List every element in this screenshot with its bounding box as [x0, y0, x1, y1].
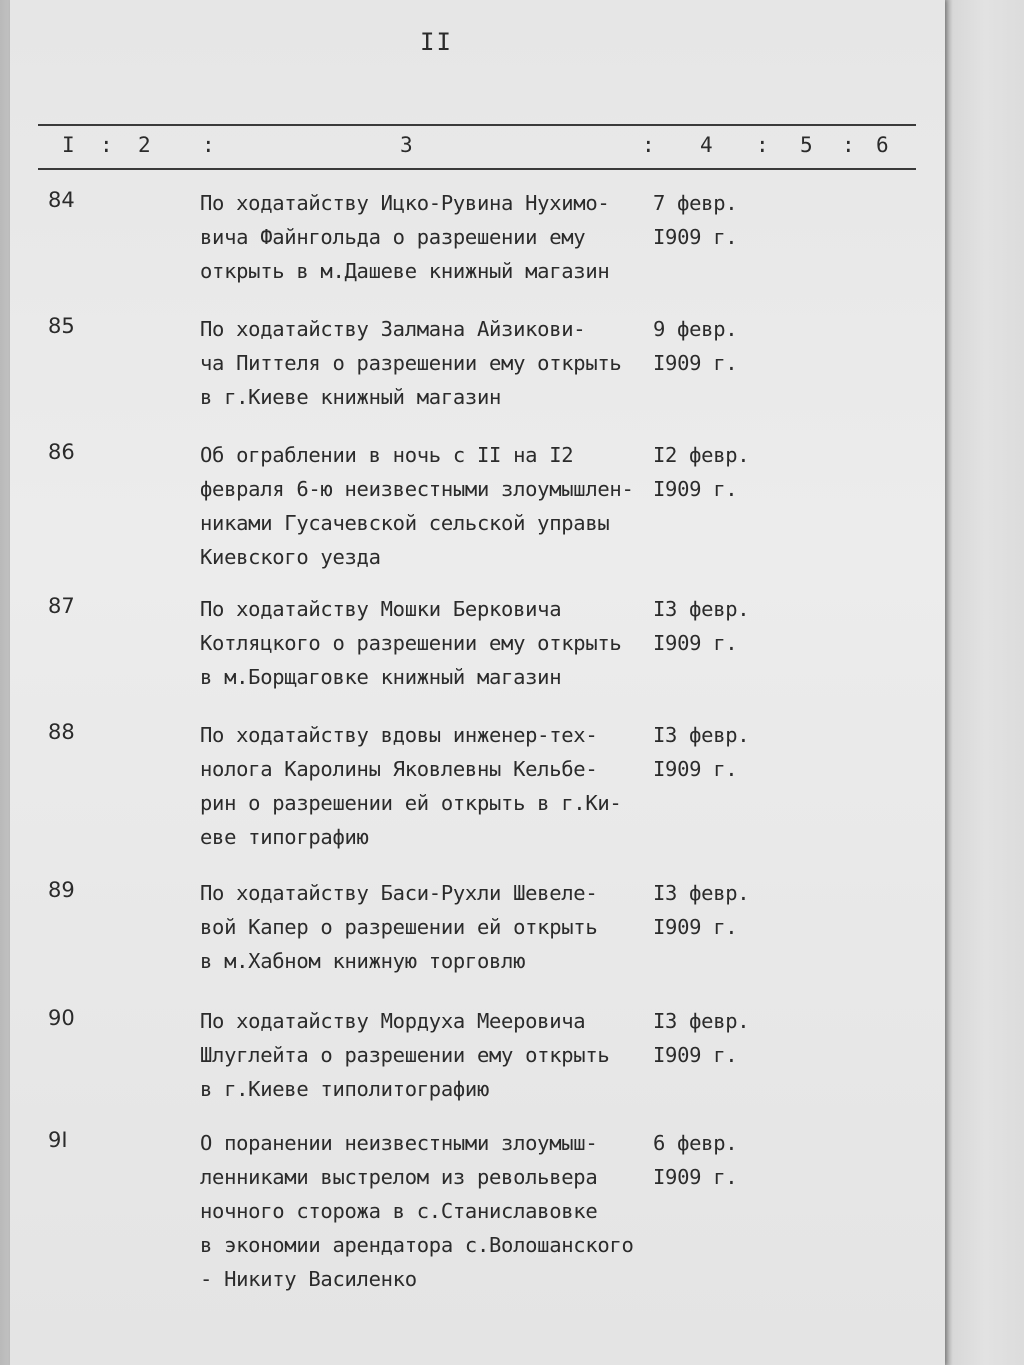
entry-number: 9I — [48, 1128, 68, 1152]
entry-number: 85 — [48, 314, 75, 338]
entry-description — [200, 876, 660, 978]
entry-number: 89 — [48, 878, 75, 902]
entry-description-line: Об ограблении в ночь с II на I2 — [200, 443, 574, 467]
entry-number: 87 — [48, 594, 75, 618]
entry-description-line: нолога Каролины Яковлевны Кельбе- — [200, 757, 598, 781]
entry-date-line: I3 февр. — [653, 723, 750, 747]
sheet-shadow — [945, 0, 1024, 1365]
entry-description-line: По ходатайству Мордуха Мееровича — [200, 1009, 586, 1033]
entry-description-line: вича Файнгольда о разрешении ему — [200, 225, 586, 249]
col-header-3: 3 — [400, 133, 413, 157]
entry-date — [653, 592, 763, 660]
entry-description-line: в экономии арендатора с.Волошанского — [200, 1233, 634, 1257]
entry-description-line: в м.Борщаговке книжный магазин — [200, 665, 562, 689]
entry-description — [200, 438, 660, 574]
entry-description-line: ча Питтеля о разрешении ему открыть — [200, 351, 622, 375]
entry-description-line: - Никиту Василенко — [200, 1267, 417, 1291]
entry-description-line: По ходатайству Залмана Айзикови- — [200, 317, 586, 341]
entry-date-line: 6 февр. — [653, 1131, 738, 1155]
col-sep-2: : — [202, 133, 215, 157]
entry-date-line: I3 февр. — [653, 881, 750, 905]
entry-description-line: Шлуглейта о разрешении ему открыть — [200, 1043, 610, 1067]
entry-description-line: Киевского уезда — [200, 545, 381, 569]
col-header-4: 4 — [700, 133, 713, 157]
col-sep-3: : — [642, 133, 655, 157]
col-header-6: 6 — [876, 133, 889, 157]
entry-description-line: в г.Киеве книжный магазин — [200, 385, 502, 409]
entry-description-line: Котляцкого о разрешении ему открыть — [200, 631, 622, 655]
entry-number: 88 — [48, 720, 75, 744]
entry-description — [200, 1004, 660, 1106]
entry-date-line: I909 г. — [653, 1043, 738, 1067]
entry-description-line: рин о разрешении ей открыть в г.Ки- — [200, 791, 622, 815]
entry-description-line: в г.Киеве типолитографию — [200, 1077, 490, 1101]
entry-date-line: I909 г. — [653, 477, 738, 501]
entry-description-line: февраля 6-ю неизвестными злоумышлен- — [200, 477, 634, 501]
entry-number: 84 — [48, 188, 75, 212]
entry-date — [653, 876, 763, 944]
col-header-2: 2 — [138, 133, 151, 157]
entry-description-line: По ходатайству Ицко-Рувина Нухимо- — [200, 191, 610, 215]
entry-date — [653, 718, 763, 786]
entry-description — [200, 1126, 660, 1296]
entry-description — [200, 718, 660, 854]
col-sep-1: : — [100, 133, 113, 157]
entry-description-line: открыть в м.Дашеве книжный магазин — [200, 259, 610, 283]
entry-date-line: 7 февр. — [653, 191, 738, 215]
entry-date — [653, 1004, 763, 1072]
entry-date-line: I3 февр. — [653, 597, 750, 621]
entry-date — [653, 186, 763, 254]
entry-date — [653, 1126, 763, 1194]
page-number: II — [420, 28, 453, 56]
entry-date-line: I909 г. — [653, 1165, 738, 1189]
col-header-5: 5 — [800, 133, 813, 157]
entry-date-line: I3 февр. — [653, 1009, 750, 1033]
entry-date-line: I909 г. — [653, 225, 738, 249]
entry-date — [653, 312, 763, 380]
entry-date — [653, 438, 763, 506]
entry-description-line: ленниками выстрелом из револьвера — [200, 1165, 598, 1189]
entry-description-line: ночного сторожа в с.Станиславовке — [200, 1199, 598, 1223]
entry-description — [200, 186, 660, 288]
header-rule-bottom — [38, 168, 916, 170]
entry-date-line: I909 г. — [653, 351, 738, 375]
entry-date-line: I909 г. — [653, 757, 738, 781]
entry-description-line: в м.Хабном книжную торговлю — [200, 949, 526, 973]
entry-description-line: вой Капер о разрешении ей открыть — [200, 915, 598, 939]
entry-date-line: I2 февр. — [653, 443, 750, 467]
entry-description — [200, 312, 660, 414]
entry-description — [200, 592, 660, 694]
col-header-1: I — [62, 133, 75, 157]
entry-description-line: еве типографию — [200, 825, 369, 849]
entry-number: 90 — [48, 1006, 75, 1030]
entry-date-line: 9 февр. — [653, 317, 738, 341]
entry-description-line: По ходатайству вдовы инженер-тех- — [200, 723, 598, 747]
entry-date-line: I909 г. — [653, 631, 738, 655]
entry-description-line: О поранении неизвестными злоумыш- — [200, 1131, 598, 1155]
header-rule-top — [38, 124, 916, 126]
entry-description-line: никами Гусачевской сельской управы — [200, 511, 610, 535]
entry-date-line: I909 г. — [653, 915, 738, 939]
col-sep-5: : — [842, 133, 855, 157]
entry-description-line: По ходатайству Баси-Рухли Шевеле- — [200, 881, 598, 905]
entry-number: 86 — [48, 440, 75, 464]
entry-description-line: По ходатайству Мошки Берковича — [200, 597, 562, 621]
col-sep-4: : — [756, 133, 769, 157]
